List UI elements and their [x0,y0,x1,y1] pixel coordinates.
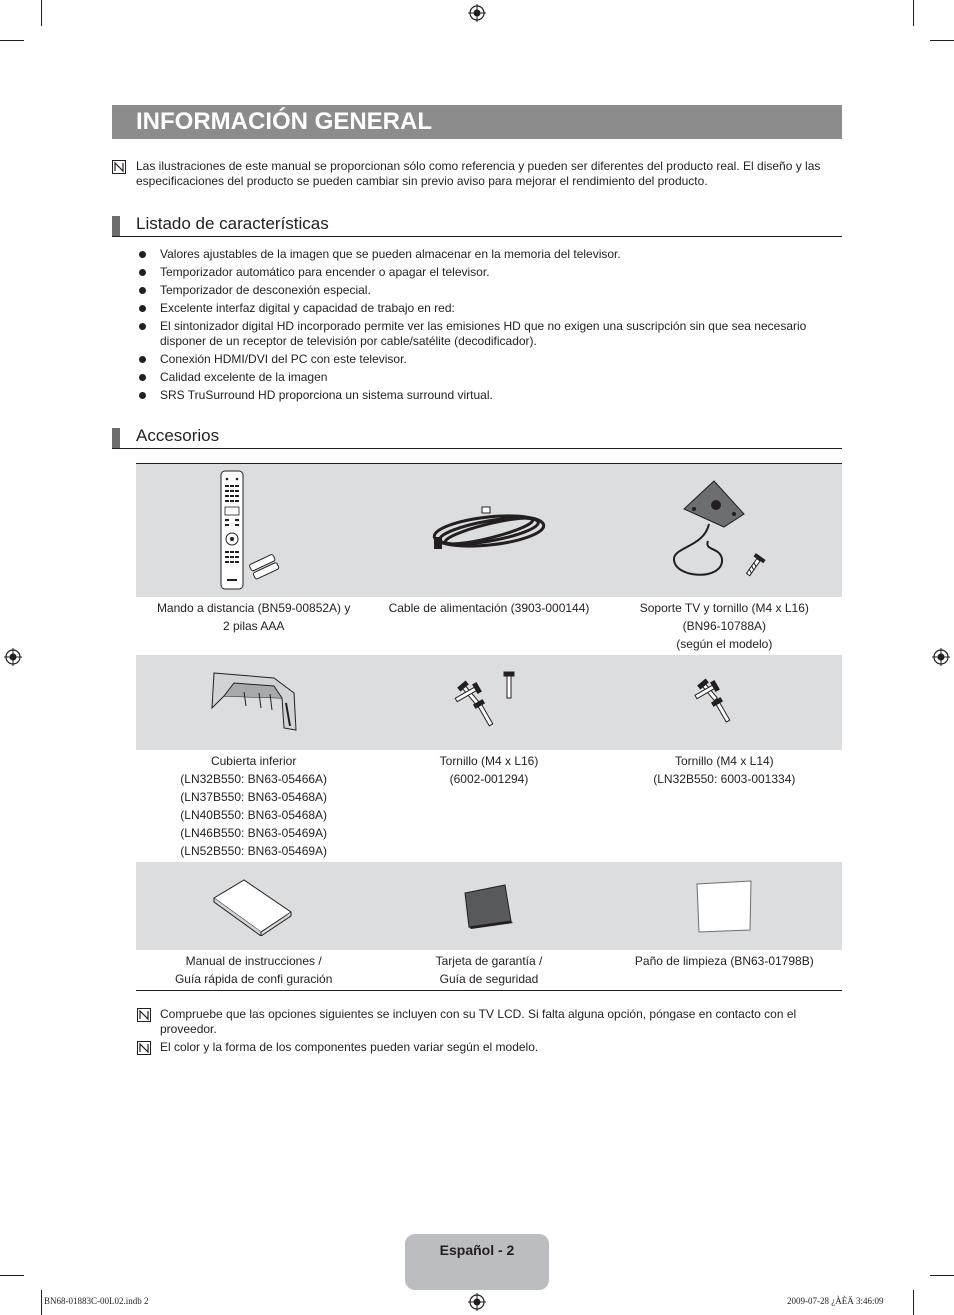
accessories-note: El color y la forma de los componentes pueden variar según el modelo. [160,1040,539,1054]
manual-book-icon [209,876,299,936]
crop-mark [0,1275,24,1276]
list-item: El sintonizador digital HD incorporado permite ver las emisiones HD que no exigen una suscripción sin que sea necesario disponer de un receptor de televisión por cable/satélite (decodificador). [136,319,836,349]
section-rule [112,236,842,237]
accessory-caption: Tarjeta de garantía / Guía de seguridad [435,954,543,986]
tv-stand-icon [664,469,784,593]
crop-mark [41,1290,42,1315]
page-title: INFORMACIÓN GENERAL [136,108,432,135]
bottom-cover-icon [204,668,304,738]
registration-mark-icon [468,1293,486,1311]
warranty-card-icon [459,881,519,931]
note-icon [137,1041,151,1055]
section-marker [112,428,120,448]
accessory-caption-row [136,950,842,988]
remote-control-icon [209,469,299,593]
crop-mark [41,0,42,26]
features-section-title: Listado de características [136,214,329,233]
bullet-icon [139,305,146,312]
registration-mark-icon [932,648,950,666]
print-timestamp: 2009-07-28 ¿ÀÈÄ 3:46:09 [787,1296,884,1306]
accessories-table [136,463,842,988]
registration-mark-icon [468,4,486,22]
registration-mark-icon [4,648,22,666]
crop-mark [0,40,24,41]
screws-4-icon [449,668,529,738]
crop-mark [930,1275,954,1276]
cleaning-cloth-icon [694,878,754,934]
accessories-section-title: Accesorios [136,426,220,445]
accessory-caption-row [136,750,842,862]
list-item: Calidad excelente de la imagen [136,370,836,385]
page-number: Español - 2 [439,1242,515,1258]
bullet-icon [139,269,146,276]
accessory-image-row [136,862,842,950]
accessory-caption: Paño de limpieza (BN63-01798B) [634,954,814,968]
accessory-caption: Cubierta inferior (LN32B550: BN63-05466A) (LN37B550: BN63-05468A) (LN40B550: BN63-05468A) (LN46B550: BN63-05469A) (LN52B550: BN63-05469A) [180,754,328,858]
intro-note: Las ilustraciones de este manual se proporcionan sólo como referencia y pueden ser diferentes del producto real. El diseño y las especificaciones del producto se pueden cambiar sin previo aviso para mejorar el rendimiento del producto. [136,159,821,188]
crop-mark [913,1290,914,1315]
list-item: Valores ajustables de la imagen que se pueden almacenar en la memoria del televisor. [136,247,836,262]
bullet-icon [139,356,146,363]
bullet-icon [139,323,146,330]
bullet-icon [139,374,146,381]
bullet-icon [139,287,146,294]
crop-mark [913,0,914,26]
power-cord-icon [424,501,554,561]
note-icon [112,160,126,174]
section-marker [112,216,120,236]
list-item: Temporizador automático para encender o apagar el televisor. [136,265,836,280]
table-bottom-rule [136,990,842,991]
accessory-caption: Manual de instrucciones / Guía rápida de confi guración [174,954,333,986]
screws-3-icon [689,668,759,738]
crop-mark [930,40,954,41]
accessory-caption: Soporte TV y tornillo (M4 x L16) (BN96-10788A) (según el modelo) [639,601,809,651]
list-item: Temporizador de desconexión especial. [136,283,836,298]
accessory-caption: Tornillo (M4 x L14) (LN32B550: 6003-001334) [653,754,796,786]
bullet-icon [139,251,146,258]
list-item: SRS TruSurround HD proporciona un sistema surround virtual. [136,388,836,403]
list-item: Excelente interfaz digital y capacidad de trabajo en red: [136,301,836,316]
features-list [136,247,836,406]
accessory-caption: Cable de alimentación (3903-000144) [388,601,590,615]
accessory-caption: Mando a distancia (BN59-00852A) y 2 pilas AAA [156,601,351,633]
accessory-image-row [136,655,842,750]
accessory-caption: Tornillo (M4 x L16) (6002-001294) [439,754,539,786]
note-icon [137,1008,151,1022]
list-item: Conexión HDMI/DVI del PC con este televisor. [136,352,836,367]
bullet-icon [139,392,146,399]
print-file-name: BN68-01883C-00L02.indb 2 [44,1296,149,1306]
accessories-note: Compruebe que las opciones siguientes se incluyen con su TV LCD. Si falta alguna opción, póngase en contacto con el proveedor. [160,1007,797,1036]
section-rule [112,448,842,449]
accessory-caption-row [136,597,842,655]
accessory-image-row [136,464,842,597]
